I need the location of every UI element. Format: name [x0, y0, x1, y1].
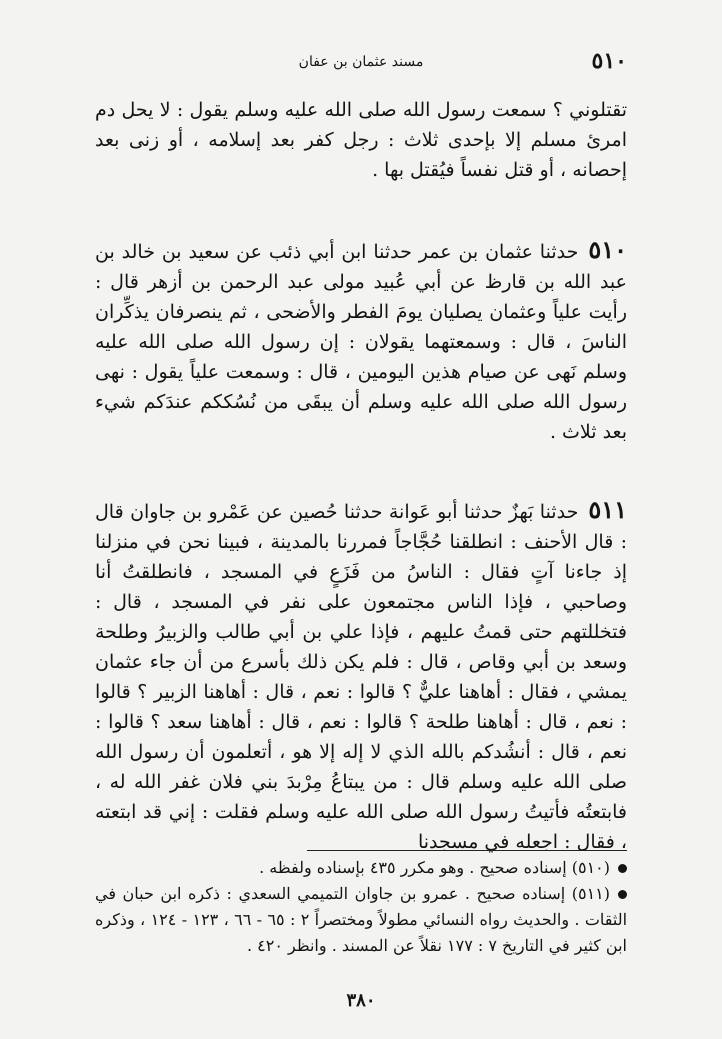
hadith-text: حدثنا عثمان بن عمر حدثنا ابن أبي ذئب عن سعيد بن خالد بن عبد الله بن قارظ عن أبي عُبيد مولى عبد الرحمن بن أزهر قال : رأيت علياً وعثمان يصليان يومَ الفطر والأضحى ، ثم ينصرفان يذكِّران الناسَ ، قال : وسمعتهما يقولان : إن رسول الله صلى الله عليه وسلم نَهى عن صيام هذين اليومين ، قال : وسمعت علياً يقول : نهى رسول الله صلى الله عليه وسلم أن يبقَى من نُسُككم عندَكم شيء بعد ثلاث . [95, 241, 627, 443]
text-block-continuation [95, 95, 627, 185]
footnote-divider [307, 850, 627, 851]
bullet-icon [618, 890, 627, 899]
hadith-paragraph [95, 495, 627, 857]
bullet-icon [618, 864, 627, 873]
footnote [95, 881, 627, 959]
hadith-block-511 [95, 495, 627, 857]
hadith-number: ٥١١ [588, 495, 627, 524]
hadith-text: حدثنا بَهزٌ حدثنا أبو عَوانة حدثنا حُصين عن عَمْرو بن جاوان قال : قال الأحنف : انطلقنا حُجَّاجاً فمررنا بالمدينة ، فبينا نحن في منزلنا إذ جاءنا آتٍ فقال : الناسُ من فَزَعٍ في المسجد ، فانطلقتُ أنا وصاحبي ، فإذا الناس مجتمعون على نفر في المسجد ، قال : فتخللتهم حتى قمتُ عليهم ، فإذا علي بن أبي طالب والزبيرُ وطلحة وسعد بن أبي وقاص ، قال : فلم يكن ذلك بأسرع من أن جاء عثمان يمشي ، فقال : أهاهنا عليٌّ ؟ قالوا : نعم ، قال : أهاهنا الزبير ؟ قالوا : نعم ، قال : أهاهنا طلحة ؟ قالوا : نعم ، قال : أهاهنا سعد ؟ قالوا : نعم ، قال : أنشُدكم بالله الذي لا إله إلا هو ، أتعلمون أن رسول الله صلى الله عليه وسلم قال : من يبتاعُ مِرْبدَ بني فلان غفر الله له ، فابتعتُه فأتيتُ رسول الله صلى الله عليه وسلم فقلت : إني قد ابتعته ، فقال : اجعله في مسجدنا [95, 501, 627, 853]
page-header [95, 48, 627, 78]
footer-page-number: ٣٨٠ [346, 990, 376, 1011]
hadith-number: ٥١٠ [588, 235, 627, 264]
footnote-text: (٥١٠) إسناده صحيح . وهو مكرر ٤٣٥ بإسناده ولفظه . [259, 858, 610, 877]
header-page-number: ٥١٠ [591, 48, 627, 74]
hadith-paragraph [95, 235, 627, 447]
footnote-text: (٥١١) إسناده صحيح . عمرو بن جاوان التميمي السعدي : ذكره ابن حبان في الثقات . والحديث رواه النسائي مطولاً ومختصراً ٢ : ٦٥ - ٦٦ ، ١٢٣ - ١٢٤ ، وذكره ابن كثير في التاريخ ٧ : ١٧٧ نقلاً عن المسند . وانظر ٤٢٠ . [95, 884, 628, 955]
running-title: مسند عثمان بن عفان [298, 54, 424, 70]
footnote [95, 855, 627, 881]
footnotes [95, 855, 627, 959]
paragraph-text: تقتلوني ؟ سمعت رسول الله صلى الله عليه وسلم يقول : لا يحل دم امرئ مسلم إلا بإحدى ثلاث : رجل كفر بعد إسلامه ، أو زنى بعد إحصانه ، أو قتل نفساً فيُقتل بها . [95, 99, 627, 181]
hadith-block-510 [95, 235, 627, 447]
